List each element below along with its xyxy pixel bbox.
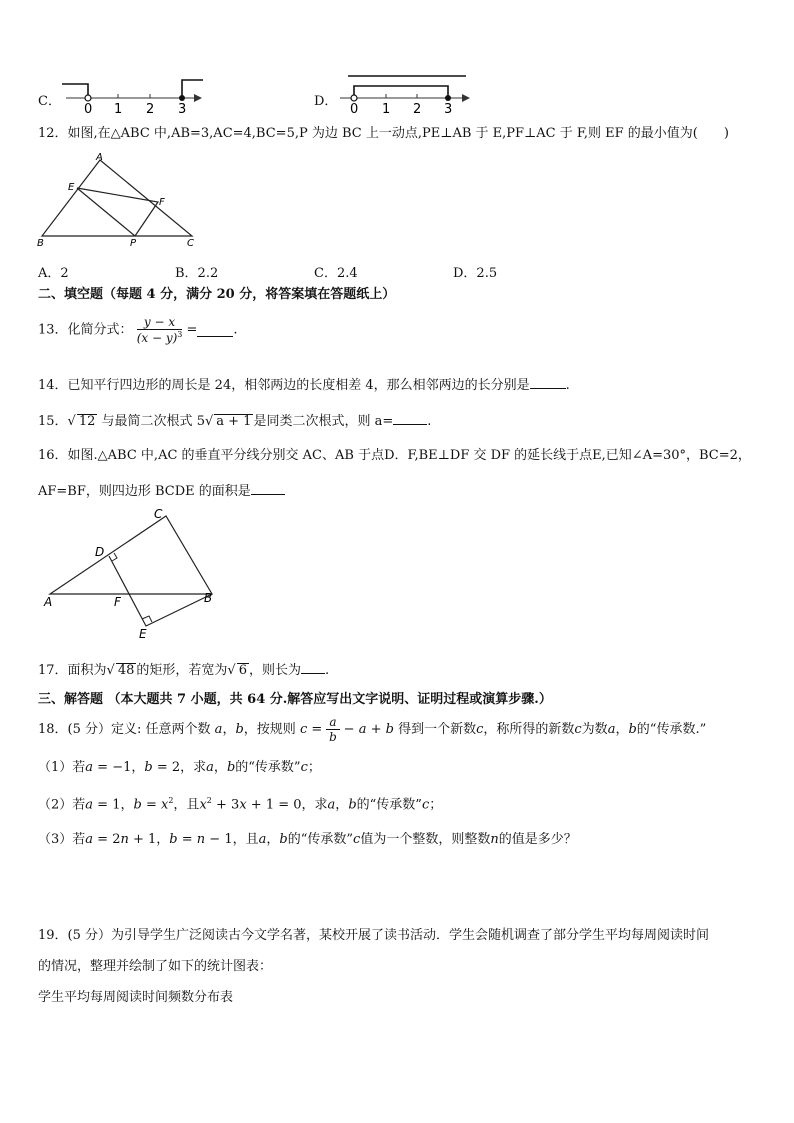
- q17-mid: 的矩形，若宽为: [136, 663, 228, 678]
- q13-numerator: y − x: [137, 316, 183, 330]
- q16-line-1: 16．如图.△ABC 中,AC 的垂直平分线分别交 AC、AB 于点D．F,BE⊥DF 交 DF 的延长线于点E,已知∠A=30°，BC=2，: [38, 448, 751, 463]
- q13-fraction: [137, 316, 183, 344]
- number-line-d: [334, 70, 474, 116]
- point-c: C: [154, 507, 163, 521]
- q13-exponent: 3: [177, 330, 183, 339]
- q18-p6: 的“传承数.”: [636, 722, 707, 737]
- q15-suffix: 是同类二次根式，则 a=: [253, 414, 394, 429]
- q15-prefix: 15．: [38, 414, 68, 429]
- q14-text: 14．已知平行四边形的周长是 24，相邻两边的长度相差 4，那么相邻两边的长分别是: [38, 378, 530, 393]
- q12-option-b: B．2.2: [175, 266, 219, 281]
- q14: [38, 376, 570, 392]
- q15-mid: 与最简二次根式: [101, 414, 193, 429]
- q17: 17．面积为√ 48 的矩形，若宽为√ 6 ，则长为 .: [38, 663, 330, 678]
- q14-end: .: [565, 378, 570, 393]
- tick-2: 2: [413, 102, 422, 116]
- q12-option-c: C．2.4: [314, 266, 358, 281]
- section-3-heading: 三、解答题 （本大题共 7 小题，共 64 分.解答应写出文字说明、证明过程或演算步骤.）: [38, 692, 552, 707]
- q18-sub2-b: ，且: [173, 797, 200, 813]
- tick-1: 1: [382, 102, 391, 116]
- q16-answer-blank: [251, 482, 285, 495]
- q18-main: 18．(5 分）定义: 任意两个数 a，b，按规则 c = $\frac{a}{b}$ − a + b 得到一个新数c，称所得的新数c为数a，b的“传承数.”: [38, 715, 707, 744]
- q18-p5: 为数: [581, 722, 608, 737]
- point-f: F: [114, 595, 121, 609]
- q18-sub3-c: 的“传承数”: [287, 832, 354, 847]
- point-e: E: [139, 627, 147, 640]
- option-c-label: C．: [38, 94, 61, 109]
- q18-sub3-a: （3）若: [38, 832, 86, 847]
- q19-line-2: 的情况，整理并绘制了如下的统计图表：: [38, 959, 273, 974]
- q12-triangle-figure: [34, 150, 204, 250]
- q14-answer-blank: [530, 376, 566, 389]
- tick-1: 1: [114, 102, 123, 116]
- q12-option-d: D．2.5: [453, 266, 498, 281]
- point-f: F: [159, 197, 165, 208]
- q18-sub2-a: （2）若: [38, 797, 86, 813]
- tick-3: 3: [178, 102, 187, 116]
- q15-coef: 5: [196, 414, 205, 429]
- q15-radicand-1: 12: [78, 414, 96, 429]
- q18-sub2-c: ，求: [301, 797, 328, 813]
- q17-radicand-2: 6: [238, 663, 247, 678]
- q18-p3: 得到一个新数: [398, 722, 477, 737]
- q17-answer-blank: [301, 661, 325, 674]
- q15-end: .: [427, 414, 432, 429]
- point-a: A: [96, 152, 103, 163]
- q16-figure: [38, 506, 228, 640]
- q12-option-a: A．2: [38, 266, 69, 281]
- q15-radicand-2: a + 1: [216, 414, 252, 429]
- q17-suffix: ，则长为: [248, 663, 301, 678]
- tick-0: 0: [350, 102, 359, 116]
- point-e: E: [68, 182, 75, 193]
- q18-sub3-e: 的值是多少？: [498, 832, 577, 847]
- tick-0: 0: [84, 102, 93, 116]
- q15: 15．√ 12 与最简二次根式 5√ a + 1 是同类二次根式，则 a= .: [38, 414, 432, 429]
- point-a: A: [44, 595, 53, 609]
- q13-answer-blank: [197, 324, 233, 337]
- q17-prefix: 17．面积为: [38, 663, 107, 678]
- option-d-label: D．: [314, 94, 338, 109]
- q18-sub1-c: 的“传承数”: [235, 760, 301, 775]
- point-b: B: [204, 591, 213, 605]
- q16-line-2: AF=BF，则四边形 BCDE 的面积是: [38, 484, 251, 499]
- q17-end: .: [325, 663, 330, 678]
- q13-equals: =: [186, 322, 198, 338]
- tick-3: 3: [444, 102, 453, 116]
- q16-line-2-wrap: [38, 482, 285, 498]
- q18-sub3-d: 值为一个整数，则整数: [360, 832, 491, 847]
- q18-sub-2: （2）若a = 1，$b = x^2$，且$x^2 + 3x + 1 = 0$，求a，b的“传承数”c；: [38, 796, 443, 813]
- q13-end: .: [233, 322, 238, 338]
- q18-sub-3: （3）若a = 2n + 1，b = n − 1，且a，b的“传承数”c值为一个整数，则整数n的值是多少？: [38, 832, 577, 847]
- q13: [38, 316, 238, 344]
- q13-denominator: (x − y): [136, 331, 178, 345]
- q18-sub3-b: ，且: [232, 832, 259, 847]
- point-b: B: [37, 238, 44, 249]
- q18-p2: ，按规则: [243, 722, 296, 737]
- point-p: P: [130, 238, 137, 249]
- q17-radicand-1: 48: [117, 663, 135, 678]
- number-line-c: [58, 76, 204, 116]
- section-2-heading: 二、填空题（每题 4 分，满分 20 分，将答案填在答题纸上）: [38, 287, 396, 302]
- point-d: D: [95, 545, 105, 559]
- tick-2: 2: [146, 102, 155, 116]
- q19-table-caption: 学生平均每周阅读时间频数分布表: [38, 990, 234, 1005]
- q18-fraction: $\frac{a}{b}$: [326, 716, 339, 743]
- q18-sub1-b: ，求: [180, 760, 207, 775]
- q18-sub-1: （1）若a = −1，b = 2，求a，b的“传承数”c；: [38, 760, 321, 775]
- q18-p4: ，称所得的新数: [483, 722, 575, 737]
- q19-line-1: 19．(5 分）为引导学生广泛阅读古今文学名著，某校开展了读书活动．学生会随机调查了部分学生平均每周阅读时间: [38, 928, 710, 943]
- q18-p1: 18．(5 分）定义: 任意两个数: [38, 722, 211, 737]
- q12-text: 12．如图,在△ABC 中,AB=3,AC=4,BC=5,P 为边 BC 上一动点,PE⊥AB 于 E,PF⊥AC 于 F,则 EF 的最小值为( ): [38, 126, 729, 141]
- q13-prefix: 13．化简分式：: [38, 322, 133, 338]
- q15-answer-blank: [393, 412, 427, 425]
- q18-sub2-d: 的“传承数”: [356, 797, 422, 813]
- point-c: C: [187, 238, 194, 249]
- q18-sub1-a: （1）若: [38, 760, 86, 775]
